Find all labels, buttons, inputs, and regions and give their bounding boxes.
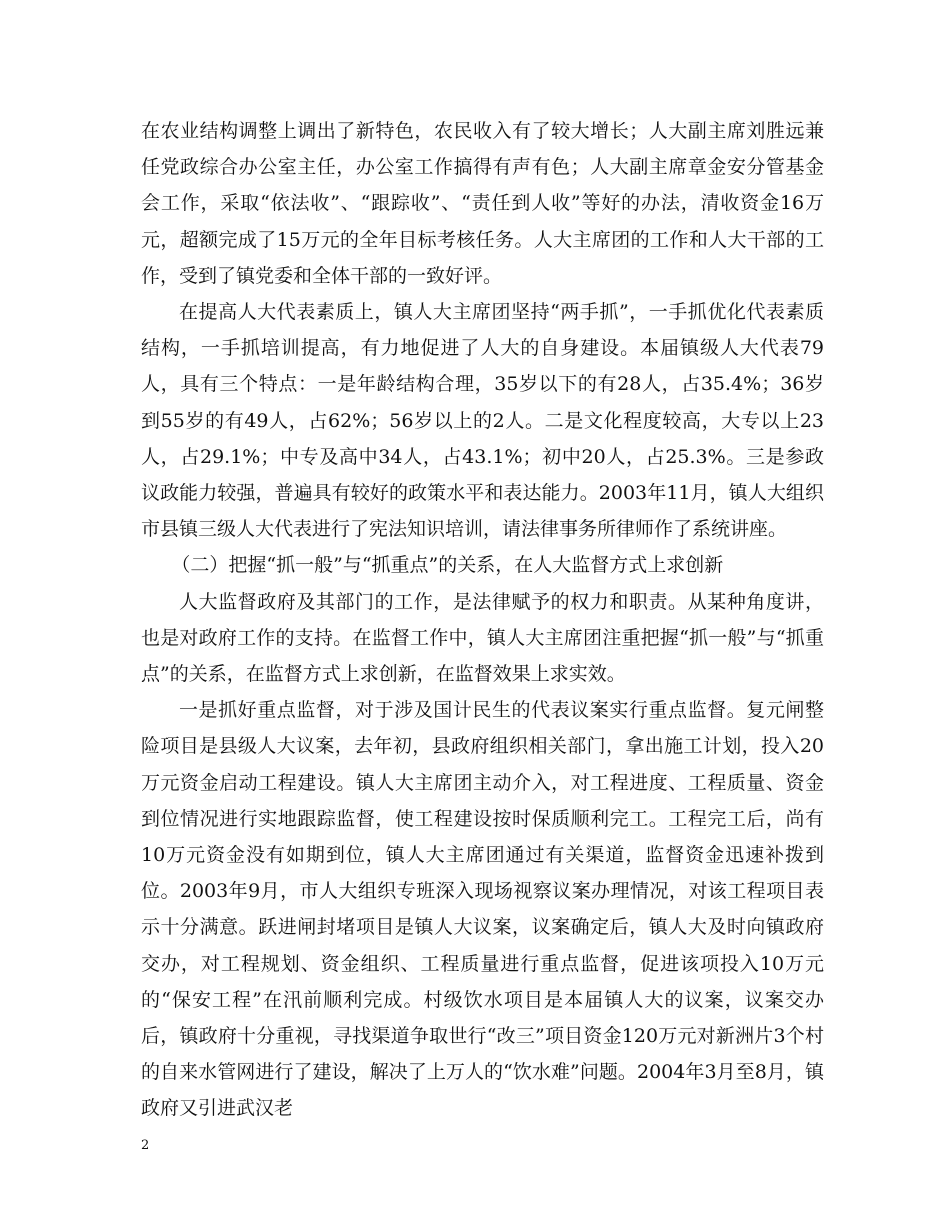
page-number: 2 — [141, 1138, 150, 1153]
paragraph-supervision-duty: 人大监督政府及其部门的工作，是法律赋予的权力和职责。从某种角度讲，也是对政府工作的支持。在监督工作中，镇人大主席团注重把握“抓一般”与“抓重点”的关系，在监督方式上求创新，在监督效果上求实效。 — [141, 590, 824, 686]
section-heading-supervision: （二）把握“抓一般”与“抓重点”的关系，在人大监督方式上求创新 — [171, 554, 724, 577]
paragraph-continuation: 在农业结构调整上调出了新特色，农民收入有了较大增长；人大副主席刘胜远兼任党政综合办公室主任，办公室工作搞得有声有色；人大副主席章金安分管基金会工作，采取“依法收”、“跟踪收”、“责任到人收”等好的办法，清收资金16万元，超额完成了15万元的全年目标考核任务。人大主席团的工作和人大干部的工作，受到了镇党委和全体干部的一致好评。 — [141, 120, 824, 287]
paragraph-delegate-quality: 在提高人大代表素质上，镇人大主席团坚持“两手抓”，一手抓优化代表素质结构，一手抓培训提高，有力地促进了人大的自身建设。本届镇级人大代表79人，具有三个特点：一是年龄结构合理，35岁以下的有28人，占35.4%；36岁到55岁的有49人，占62%；56岁以上的2人。二是文化程度较高，大专以上23人，占29.1%；中专及高中34人，占43.1%；初中20人，占25.3%。三是参政议政能力较强，普遍具有较好的政策水平和表达能力。2003年11月，镇人大组织市县镇三级人大代表进行了宪法知识培训，请法律事务所律师作了系统讲座。 — [141, 301, 824, 541]
document-body — [141, 113, 824, 1127]
paragraph-key-supervision: 一是抓好重点监督，对于涉及国计民生的代表议案实行重点监督。复元闸整险项目是县级人大议案，去年初，县政府组织相关部门，拿出施工计划，投入20万元资金启动工程建设。镇人大主席团主动介入，对工程进度、工程质量、资金到位情况进行实地跟踪监督，使工程建设按时保质顺利完工。工程完工后，尚有10万元资金没有如期到位，镇人大主席团通过有关渠道，监督资金迅速补拨到位。2003年9月，市人大组织专班深入现场视察议案办理情况，对该工程项目表示十分满意。跃进闸封堵项目是镇人大议案，议案确定后，镇人大及时向镇政府交办，对工程规划、资金组织、工程质量进行重点监督，促进该项投入10万元的“保安工程”在汛前顺利完成。村级饮水项目是本届镇人大的议案，议案交办后，镇政府十分重视，寻找渠道争取世行“改三”项目资金120万元对新洲片3个村的自来水管网进行了建设，解决了上万人的“饮水难”问题。2004年3月至8月，镇政府又引进武汉老 — [141, 699, 824, 1120]
